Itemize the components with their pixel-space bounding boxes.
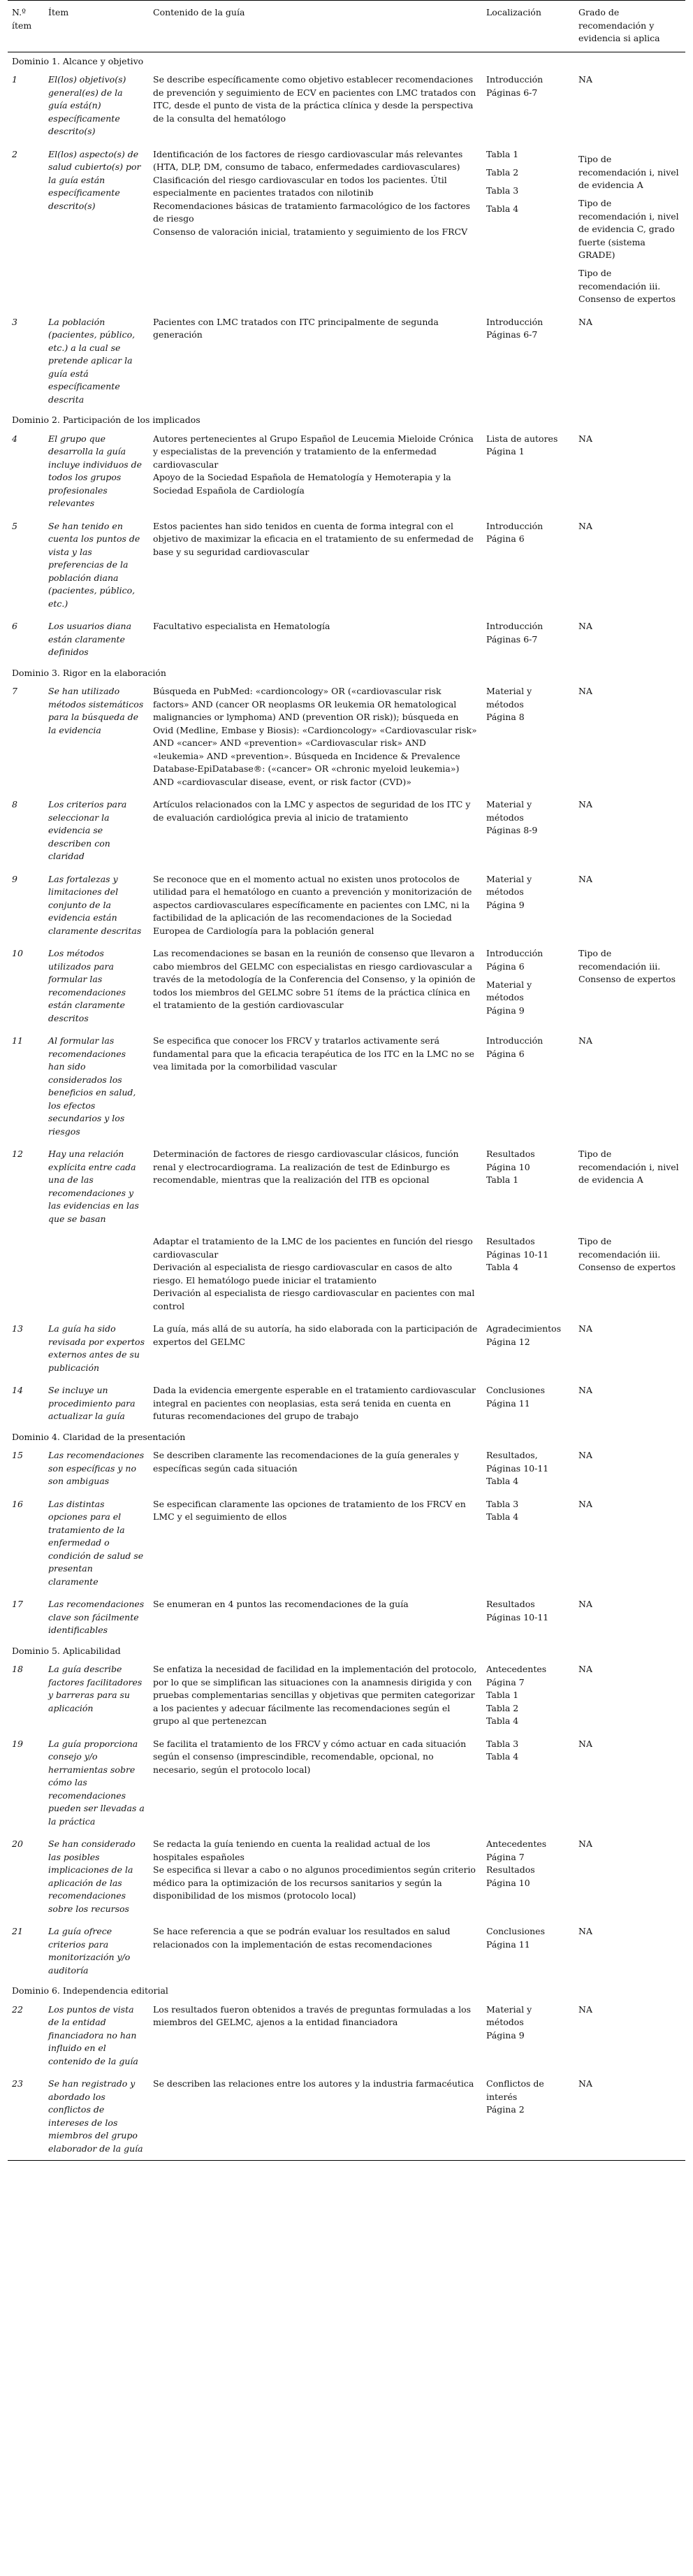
item-number: 9 <box>12 873 17 884</box>
item-number: 21 <box>12 1926 23 1936</box>
grade-text: Tipo de recomendación iii. Consenso de expertos <box>578 268 676 304</box>
item-text: Hay una relación explícita entre cada una de las recomendaciones y las evidencias en las que se basan <box>48 1149 139 1224</box>
content-text: Las recomendaciones se basan en la reunión de consenso que llevaron a cabo miembros del GELMC con especialistas en riesgo cardiovascular a través de la metodología de la Conferencia del Consenso, y la opinión de todos los miembros del GELMC sobre 51 ítems de la práctica clínica en el tratamiento de la gestión cardiovascular <box>153 948 476 1010</box>
grade-text: NA <box>578 1498 592 1509</box>
content-text: Pacientes con LMC tratados con ITC principalmente de segunda generación <box>153 316 439 340</box>
item-number: 5 <box>12 520 17 531</box>
location-text: Páginas 10-11 <box>486 1249 549 1260</box>
header-item: Ítem <box>44 1 149 52</box>
table-row <box>8 1143 685 1230</box>
content-text: Se enumeran en 4 puntos las recomendaciones de la guía <box>153 1599 409 1609</box>
location-text: Tabla 1 <box>486 148 519 159</box>
location-text: Material y métodos <box>486 979 532 1002</box>
location-text: Páginas 6-7 <box>486 87 538 98</box>
grade-text: Tipo de recomendación i, nivel de evidencia A <box>578 1149 679 1185</box>
grade-text: NA <box>578 1035 592 1046</box>
domain-heading-row <box>8 1642 685 1659</box>
content-cell <box>149 1999 482 2073</box>
table-row <box>8 515 685 616</box>
location-text: Tabla 4 <box>486 1715 519 1726</box>
location-text: Introducción <box>486 1035 544 1046</box>
grade-cell <box>574 1379 685 1428</box>
location-text: Página 9 <box>486 1005 525 1016</box>
location-cell <box>482 428 574 515</box>
domain-heading: Dominio 5. Aplicabilidad <box>12 1645 121 1656</box>
location-text: Página 11 <box>486 1938 530 1950</box>
content-text: Estos pacientes han sido tenidos en cuenta de forma integral con el objetivo de maximizar la eficacia en el tratamiento de su enfermedad de base y su seguridad cardiovascular <box>153 520 474 557</box>
location-cell <box>482 1318 574 1379</box>
item-text: El(los) aspecto(s) de salud cubierto(s) por la guía están específicamente descrito(s) <box>48 148 141 211</box>
table-row <box>8 942 685 1030</box>
grade-cell <box>574 1833 685 1920</box>
content-text: Se describen las relaciones entre los autores y la industria farmacéutica <box>153 2078 474 2089</box>
location-text: Material y métodos <box>486 686 532 710</box>
content-cell <box>149 1658 482 1733</box>
grade-cell <box>574 1143 685 1230</box>
location-text: Introducción <box>486 74 544 85</box>
location-text: Resultados <box>486 1864 535 1875</box>
content-text: Artículos relacionados con la LMC y aspectos de seguridad de los ITC y de evaluación cardiológica previa al inicio de tratamiento <box>153 799 471 823</box>
header-location: Localización <box>482 1 574 52</box>
item-number: 14 <box>12 1385 23 1395</box>
content-text: Autores pertenecientes al Grupo Español de Leucemia Mieloide Crónica y especialistas de la prevención y tratamiento de la enfermedad cardiovascular <box>153 433 474 470</box>
item-text: La guía proporciona consejo y/o herramientas sobre cómo las recomendaciones pueden ser llevadas a la práctica <box>48 1738 145 1827</box>
location-text: Página 9 <box>486 2029 525 2041</box>
spacer <box>578 262 681 268</box>
location-cell <box>482 2073 574 2161</box>
location-text: Resultados <box>486 1236 535 1246</box>
table-header-row <box>8 1 685 52</box>
location-cell <box>482 1658 574 1733</box>
spacer <box>486 197 570 203</box>
grade-text: NA <box>578 621 592 631</box>
item-text: La guía ofrece criterios para monitorización y/o auditoría <box>48 1926 131 1976</box>
location-text: Material y métodos <box>486 873 532 897</box>
table-row <box>8 1999 685 2073</box>
location-text: Conflictos de interés <box>486 2078 544 2102</box>
location-text: Página 7 <box>486 1851 525 1862</box>
grade-cell <box>574 428 685 515</box>
location-text: Antecedentes <box>486 1664 547 1674</box>
content-text: Recomendaciones básicas de tratamiento farmacológico de los factores de riesgo <box>153 200 470 224</box>
grade-cell <box>574 942 685 1030</box>
location-text: Páginas 6-7 <box>486 633 538 645</box>
item-number: 19 <box>12 1738 23 1749</box>
location-text: Página 9 <box>486 899 525 910</box>
content-cell <box>149 1143 482 1230</box>
grade-cell <box>574 1230 685 1318</box>
spacer <box>486 179 570 185</box>
location-text: Tabla 2 <box>486 166 519 178</box>
location-cell <box>482 311 574 412</box>
location-cell <box>482 1143 574 1230</box>
content-cell <box>149 868 482 943</box>
spacer <box>486 973 570 979</box>
domain-heading-row <box>8 1428 685 1445</box>
location-cell <box>482 680 574 793</box>
content-cell <box>149 942 482 1030</box>
item-text: El grupo que desarrolla la guía incluye individuos de todos los grupos profesionales relevantes <box>48 433 143 508</box>
location-text: Página 1 <box>486 446 525 456</box>
location-text: Lista de autores <box>486 433 558 444</box>
location-text: Introducción <box>486 520 544 531</box>
grade-text: NA <box>578 686 592 696</box>
content-cell <box>149 1318 482 1379</box>
grade-cell <box>574 615 685 664</box>
content-text: Búsqueda en PubMed: «cardioncology» OR («cardiovascular risk factors» AND (cancer OR neoplasms OR leukemia OR hematological malignancies or lymphoma) AND (prevention OR risk)); búsqueda en Ovid (Medline, Embase y Biosis): «Cardioncology» «Cardiovascular risk» AND «cancer» AND «prevention» «Cardiovascular risk» AND «leukemia» AND «prevention». Búsqueda en Incidence & Prevalence Database-EpiDatabase®: («cancer» OR «chronic myeloid leukemia») AND «cardiovascular disease, event, or risk factor (CVD)» <box>153 686 477 787</box>
location-cell <box>482 1920 574 1982</box>
item-number: 3 <box>12 316 17 327</box>
content-cell <box>149 143 482 311</box>
grade-cell <box>574 1444 685 1493</box>
location-cell <box>482 615 574 664</box>
grade-text: Tipo de recomendación i, nivel de evidencia C, grado fuerte (sistema GRADE) <box>578 198 679 260</box>
content-text: Derivación al especialista de riesgo cardiovascular en pacientes con mal control <box>153 1288 475 1311</box>
table-row <box>8 1030 685 1143</box>
content-cell <box>149 1444 482 1493</box>
header-content: Contenido de la guía <box>149 1 482 52</box>
location-text: Tabla 4 <box>486 203 519 214</box>
content-text: Derivación al especialista de riesgo cardiovascular en casos de alto riesgo. El hematólogo puede iniciar el tratamiento <box>153 1262 452 1286</box>
item-text: Los criterios para seleccionar la evidencia se describen con claridad <box>48 799 127 861</box>
grade-cell <box>574 69 685 143</box>
table-row <box>8 1833 685 1920</box>
location-text: Página 6 <box>486 533 525 544</box>
content-text: Se enfatiza la necesidad de facilidad en la implementación del protocolo, por lo que se simplifican las situaciones con la anamnesis dirigida y con pruebas complementarias sencillas y objetivas que permiten categorizar a los pacientes y adecuar fácilmente las recomendaciones según el grupo al que pertenezcan <box>153 1664 477 1726</box>
spacer <box>578 192 681 198</box>
item-number: 12 <box>12 1149 23 1159</box>
content-text: Adaptar el tratamiento de la LMC de los pacientes en función del riesgo cardiovascular <box>153 1236 473 1260</box>
location-cell <box>482 868 574 943</box>
location-text: Material y métodos <box>486 2003 532 2027</box>
grade-text: NA <box>578 1738 592 1749</box>
item-text: Al formular las recomendaciones han sido considerados los beneficios en salud, los efectos secundarios y los riesgos <box>48 1035 136 1137</box>
table-row <box>8 143 685 311</box>
table-row <box>8 311 685 412</box>
location-cell <box>482 793 574 868</box>
table-row <box>8 615 685 664</box>
domain-heading: Dominio 6. Independencia editorial <box>12 1985 168 1996</box>
location-text: Material y métodos <box>486 799 532 823</box>
grade-cell <box>574 868 685 943</box>
content-cell <box>149 1230 482 1318</box>
item-number: 1 <box>12 74 17 85</box>
table-row <box>8 1733 685 1834</box>
location-cell <box>482 1444 574 1493</box>
grade-text: NA <box>578 74 592 85</box>
item-text: La población (pacientes, público, etc.) a la cual se pretende aplicar la guía está específicamente descrita <box>48 316 136 405</box>
item-text: Las distintas opciones para el tratamiento de la enfermedad o condición de salud se presentan claramente <box>48 1498 144 1587</box>
item-number: 6 <box>12 621 17 631</box>
location-text: Resultados <box>486 1599 535 1609</box>
grade-cell <box>574 515 685 616</box>
location-text: Tabla 3 <box>486 1738 519 1749</box>
location-text: Páginas 6-7 <box>486 329 538 340</box>
content-text: Se redacta la guía teniendo en cuenta la realidad actual de los hospitales españoles <box>153 1839 430 1862</box>
table-row <box>8 868 685 943</box>
content-cell <box>149 1379 482 1428</box>
content-text: Se describe específicamente como objetivo establecer recomendaciones de prevención y seguimiento de ECV en pacientes con LMC tratados con ITC, desde el punto de vista de la práctica clínica y desde la perspectiva de la consulta del hematólogo <box>153 74 476 124</box>
location-text: Tabla 3 <box>486 185 519 196</box>
item-number: 22 <box>12 2003 23 2015</box>
grade-text: NA <box>578 1450 592 1460</box>
location-text: Página 8 <box>486 712 525 722</box>
content-cell <box>149 1733 482 1834</box>
location-text: Página 7 <box>486 1676 525 1688</box>
item-text: Los puntos de vista de la entidad financiadora no han influido en el contenido de la guía <box>48 2003 138 2066</box>
content-cell <box>149 69 482 143</box>
grade-text: NA <box>578 520 592 531</box>
domain-heading: Dominio 2. Participación de los implicados <box>12 415 200 425</box>
location-cell <box>482 942 574 1030</box>
content-cell <box>149 615 482 664</box>
item-number: 11 <box>12 1035 23 1046</box>
location-cell <box>482 1733 574 1834</box>
agree-checklist-table <box>8 0 685 2161</box>
content-text: Se especifican claramente las opciones de tratamiento de los FRCV en LMC y el seguimiento de ellos <box>153 1498 466 1522</box>
item-number: 16 <box>12 1498 23 1509</box>
location-text: Página 10 <box>486 1161 530 1172</box>
location-text: Introducción <box>486 948 544 958</box>
item-text: Los métodos utilizados para formular las recomendaciones están claramente descritos <box>48 948 126 1023</box>
table-body <box>8 52 685 2161</box>
location-text: Páginas 8-9 <box>486 825 538 835</box>
content-text: Se hace referencia a que se podrán evaluar los resultados en salud relacionados con la implementación de estas recomendaciones <box>153 1926 451 1950</box>
grade-cell <box>574 311 685 412</box>
domain-heading-row <box>8 1982 685 1999</box>
table-row <box>8 1230 685 1318</box>
item-text: Las recomendaciones son específicas y no son ambiguas <box>48 1450 145 1486</box>
content-cell <box>149 793 482 868</box>
table-row <box>8 1444 685 1493</box>
item-number: 4 <box>12 433 17 444</box>
item-number: 17 <box>12 1599 23 1609</box>
location-text: Tabla 1 <box>486 1174 519 1185</box>
grade-cell <box>574 1920 685 1982</box>
location-cell <box>482 143 574 311</box>
grade-text: Tipo de recomendación i, nivel de evidencia A <box>578 154 679 190</box>
grade-cell <box>574 2073 685 2161</box>
grade-text: NA <box>578 1839 592 1849</box>
content-text: Facultativo especialista en Hematología <box>153 621 330 631</box>
location-text: Página 2 <box>486 2104 525 2115</box>
location-text: Páginas 10-11 <box>486 1611 549 1622</box>
item-text: La guía ha sido revisada por expertos externos antes de su publicación <box>48 1323 145 1373</box>
item-number: 18 <box>12 1664 23 1674</box>
item-number: 7 <box>12 686 17 696</box>
table-row <box>8 1658 685 1733</box>
item-number: 13 <box>12 1323 23 1334</box>
grade-text: NA <box>578 2003 592 2015</box>
content-text: Apoyo de la Sociedad Española de Hematología y Hemoterapia y la Sociedad Española de Cardiología <box>153 472 451 496</box>
item-text: Se han tenido en cuenta los puntos de vista y las preferencias de la población diana (pacientes, público, etc.) <box>48 520 140 609</box>
grade-text: NA <box>578 873 592 884</box>
content-cell <box>149 1493 482 1594</box>
content-text: Identificación de los factores de riesgo cardiovascular más relevantes (HTA, DLP, DM, consumo de tabaco, enfermedades cardiovasculares) <box>153 148 463 172</box>
grade-cell <box>574 1733 685 1834</box>
item-text: Se han registrado y abordado los conflictos de intereses de los miembros del grupo elaborador de la guía <box>44 2073 149 2161</box>
location-text: Introducción <box>486 316 544 327</box>
domain-heading: Dominio 3. Rigor en la elaboración <box>12 667 166 678</box>
location-text: Tabla 3 <box>486 1498 519 1509</box>
content-cell <box>149 1030 482 1143</box>
content-cell <box>149 680 482 793</box>
item-text: Se han utilizado métodos sistemáticos para la búsqueda de la evidencia <box>48 686 144 735</box>
location-text: Introducción <box>486 621 544 631</box>
location-text: Tabla 4 <box>486 1751 519 1762</box>
table-row <box>8 1379 685 1428</box>
item-text: Las recomendaciones clave son fácilmente identificables <box>48 1599 145 1635</box>
content-cell <box>149 2073 482 2161</box>
content-text: Se reconoce que en el momento actual no existen unos protocolos de utilidad para el hematólogo en cuanto a prevención y monitorización de aspectos cardiovasculares específicamente en pacientes con LMC, ni la factibilidad de la aplicación de las recomendaciones de la Sociedad Europea de Cardiología para la población general <box>153 873 472 936</box>
item-number: 2 <box>12 148 17 159</box>
table-row <box>8 680 685 793</box>
location-text: Conclusiones <box>486 1926 545 1936</box>
grade-cell <box>574 1593 685 1642</box>
table-row <box>8 1920 685 1982</box>
content-text: Se facilita el tratamiento de los FRCV y cómo actuar en cada situación según el consenso (imprescindible, recomendable, opcional, no necesario, según el protocolo local) <box>153 1738 467 1775</box>
location-text: Resultados, <box>486 1450 538 1460</box>
grade-text: NA <box>578 316 592 327</box>
table-row <box>8 793 685 868</box>
grade-cell <box>574 680 685 793</box>
location-cell <box>482 1379 574 1428</box>
item-number <box>8 1230 44 1318</box>
location-cell <box>482 1593 574 1642</box>
content-text: Consenso de valoración inicial, tratamiento y seguimiento de los FRCV <box>153 226 468 237</box>
location-cell <box>482 1493 574 1594</box>
table-row <box>8 1318 685 1379</box>
domain-heading: Dominio 4. Claridad de la presentación <box>12 1431 186 1442</box>
grade-text: NA <box>578 1599 592 1609</box>
grade-cell <box>574 1658 685 1733</box>
item-text: El(los) objetivo(s) general(es) de la guía está(n) específicamente descrito(s) <box>48 74 126 136</box>
location-cell <box>482 515 574 616</box>
grade-cell <box>574 1493 685 1594</box>
table-row <box>8 2073 685 2161</box>
grade-text: NA <box>578 433 592 444</box>
content-cell <box>149 1920 482 1982</box>
location-cell <box>482 1999 574 2073</box>
content-text: Se describen claramente las recomendaciones de la guía generales y específicas según cada situación <box>153 1450 459 1474</box>
content-text: Clasificación del riesgo cardiovascular en todos los pacientes. Útil especialmente en pacientes tratados con nilotinib <box>153 174 447 198</box>
location-cell <box>482 1030 574 1143</box>
location-text: Páginas 10-11 <box>486 1462 549 1474</box>
location-cell <box>482 1230 574 1318</box>
header-item-number: N.º ítem <box>8 1 44 52</box>
item-number: 20 <box>12 1839 23 1849</box>
location-text: Conclusiones <box>486 1385 545 1395</box>
location-text: Antecedentes <box>486 1839 547 1849</box>
content-text: Se especifica si llevar a cabo o no algunos procedimientos según criterio médico para la optimización de los recursos sanitarios y según la disponibilidad de los mismos (protocolo local) <box>153 1864 476 1901</box>
domain-heading-row <box>8 52 685 69</box>
item-text: Se incluye un procedimiento para actualizar la guía <box>48 1385 136 1421</box>
grade-text: NA <box>578 1385 592 1395</box>
table-row <box>8 428 685 515</box>
content-text: Dada la evidencia emergente esperable en el tratamiento cardiovascular integral en pacientes con neoplasias, esta será tenida en cuenta en futuras recomendaciones del grupo de trabajo <box>153 1385 476 1421</box>
content-cell <box>149 1833 482 1920</box>
content-cell <box>149 515 482 616</box>
location-text: Página 10 <box>486 1877 530 1888</box>
grade-text: NA <box>578 799 592 810</box>
location-text: Tabla 2 <box>486 1702 519 1713</box>
content-text: Determinación de factores de riesgo cardiovascular clásicos, función renal y electrocardiograma. La realización de test de Edinburgo es recomendable, mientras que la realización del ITB es opcional <box>153 1149 459 1185</box>
domain-heading-row <box>8 411 685 428</box>
content-text: La guía, más allá de su autoría, ha sido elaborada con la participación de expertos del GELMC <box>153 1323 478 1347</box>
item-number: 15 <box>12 1450 23 1460</box>
item-number: 8 <box>12 799 17 810</box>
location-text: Página 6 <box>486 1048 525 1059</box>
grade-text: NA <box>578 1926 592 1936</box>
location-cell <box>482 1833 574 1920</box>
grade-cell <box>574 1030 685 1143</box>
table-row <box>8 69 685 143</box>
domain-heading: Dominio 1. Alcance y objetivo <box>12 55 144 66</box>
item-text: Los usuarios diana están claramente definidos <box>48 621 132 657</box>
location-cell <box>482 69 574 143</box>
grade-text: Tipo de recomendación iii. Consenso de expertos <box>578 1236 676 1272</box>
content-cell <box>149 428 482 515</box>
item-text: Las fortalezas y limitaciones del conjunto de la evidencia están claramente descritas <box>48 873 142 936</box>
grade-cell <box>574 1318 685 1379</box>
location-text: Resultados <box>486 1149 535 1159</box>
item-text <box>44 1230 149 1318</box>
grade-text: NA <box>578 1323 592 1334</box>
location-text: Página 11 <box>486 1397 530 1409</box>
table-row <box>8 1493 685 1594</box>
content-text: Se especifica que conocer los FRCV y tratarlos activamente será fundamental para que la eficacia terapéutica de los ITC en la LMC no se vea limitada por la comorbilidad vascular <box>153 1035 474 1072</box>
location-text: Tabla 1 <box>486 1690 519 1700</box>
grade-text: NA <box>578 2078 592 2089</box>
location-text: Agradecimientos <box>486 1323 562 1334</box>
location-text: Página 6 <box>486 960 525 972</box>
content-cell <box>149 1593 482 1642</box>
header-grade: Grado de recomendación y evidencia si aplica <box>574 1 685 52</box>
content-cell <box>149 311 482 412</box>
item-text: La guía describe factores facilitadores y barreras para su aplicación <box>48 1664 143 1713</box>
document <box>8 0 685 2161</box>
table-row <box>8 1593 685 1642</box>
grade-cell <box>574 143 685 311</box>
spacer <box>486 161 570 166</box>
location-text: Página 12 <box>486 1336 530 1347</box>
location-text: Tabla 4 <box>486 1476 519 1486</box>
grade-cell <box>574 1999 685 2073</box>
grade-text: NA <box>578 1664 592 1674</box>
grade-cell <box>574 793 685 868</box>
location-text: Tabla 4 <box>486 1511 519 1522</box>
location-text: Tabla 4 <box>486 1262 519 1272</box>
grade-text: Tipo de recomendación iii. Consenso de expertos <box>578 948 676 984</box>
domain-heading-row <box>8 664 685 681</box>
item-number: 23 <box>8 2073 44 2161</box>
item-text: Se han considerado las posibles implicaciones de la aplicación de las recomendaciones sobre los recursos <box>48 1839 136 1914</box>
spacer <box>578 148 681 154</box>
content-text: Los resultados fueron obtenidos a través de preguntas formuladas a los miembros del GELMC, ajenos a la entidad financiadora <box>153 2003 472 2027</box>
item-number: 10 <box>12 948 23 958</box>
